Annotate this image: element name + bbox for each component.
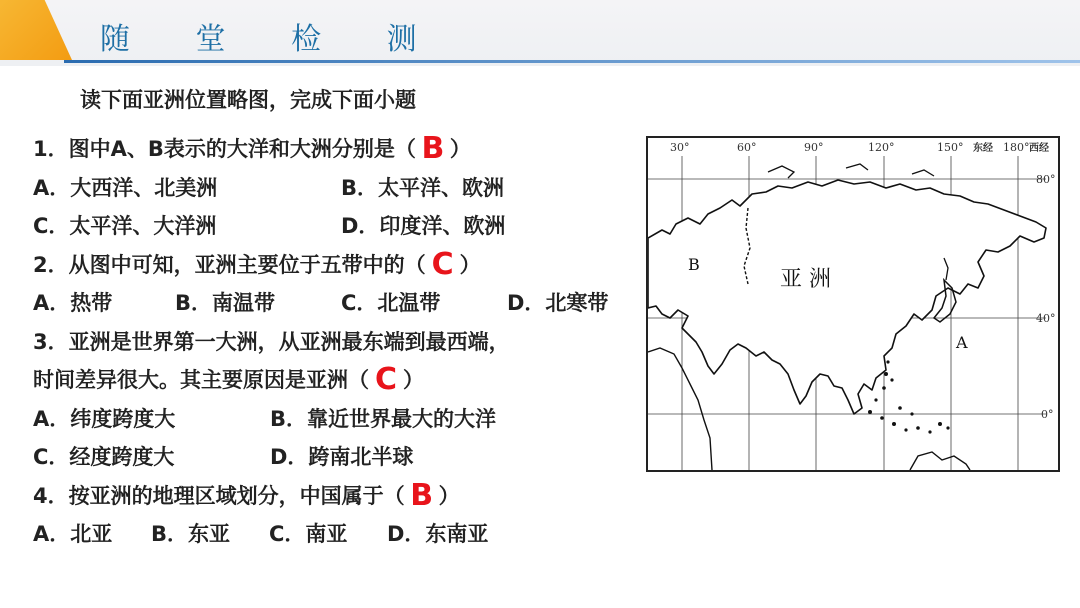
question-4-option-c[interactable]: C．南亚 [269,522,348,546]
question-4-option-d[interactable]: D．东南亚 [387,522,489,546]
question-2-stem [33,246,643,285]
lon-label-120: 120° [868,141,895,154]
question-1-option-c[interactable]: C．太平洋、大洋洲 [33,214,217,238]
lon-label-90: 90° [804,141,824,154]
continent-label-asia: 亚 洲 [780,267,831,292]
question-3-close: ） [403,368,424,392]
map-svg [648,138,1058,470]
question-1-options-row-1 [33,169,643,208]
question-2-option-a[interactable]: A．热带 [33,291,113,315]
question-3-option-c[interactable]: C．经度跨度大 [33,445,175,469]
question-3-answer: C [374,362,398,397]
question-3-text-line-2: 时间差异很大。其主要原因是亚洲（ [33,368,369,392]
lon-label-150: 150° [937,141,964,154]
question-3-stem-line-1 [33,323,643,362]
question-2-close: ） [459,252,481,277]
question-1-option-d[interactable]: D．印度洋、欧洲 [341,214,506,238]
question-2-text: 2．从图中可知，亚洲主要位于五带中的（ [33,252,426,277]
lon-label-60: 60° [737,141,757,154]
question-1-answer: B [421,131,445,166]
question-4-text: 4．按亚洲的地理区域划分，中国属于（ [33,483,405,508]
question-1-close: ） [449,137,471,161]
map-label-b: B [688,255,700,274]
question-2-option-d[interactable]: D．北寒带 [507,291,609,315]
header-bar [0,0,1080,66]
longitude-labels [670,141,1049,154]
question-3-options-row-1 [33,400,643,439]
question-4-close: ） [438,483,460,508]
question-2-option-b[interactable]: B．南温带 [175,291,276,315]
question-2-option-c[interactable]: C．北温带 [341,291,441,315]
question-3-options-row-2 [33,438,643,477]
question-4-option-a[interactable]: A．北亚 [33,522,113,546]
lon-label-east: 东经 [973,143,993,154]
question-1-options-row-2 [33,207,643,246]
question-4-stem [33,477,643,516]
lon-label-west: 西经 [1029,143,1049,154]
australia-coast [910,452,970,470]
page-title: 随 堂 检 测 [100,22,445,57]
question-3-stem-line-2 [33,361,643,400]
header-divider [64,60,1080,63]
question-3-text-line-1: 3．亚洲是世界第一大洲，从亚洲最东端到最西端， [33,329,510,354]
lat-label-0: 0° [1041,408,1054,421]
map-label-a: A [956,333,968,352]
africa-coast [648,348,712,470]
question-list [33,130,643,554]
question-2-options [33,284,643,323]
lon-label-30: 30° [670,141,690,154]
asia-location-map [646,136,1060,472]
question-1-text: 1．图中A、B表示的大洋和大洲分别是（ [33,137,416,161]
eurasia-coastline [648,180,1046,414]
intro-text: 读下面亚洲位置略图，完成下面小题 [80,88,416,112]
question-2-answer: C [431,246,454,282]
header-accent-shape [0,0,72,60]
arctic-islands [768,164,934,178]
question-4-options [33,515,643,554]
question-3-option-a[interactable]: A．纬度跨度大 [33,406,176,431]
question-4-option-b[interactable]: B．东亚 [151,522,231,546]
lat-label-40: 40° [1036,312,1056,325]
question-1-stem [33,130,643,169]
question-3-option-d[interactable]: D．跨南北半球 [270,445,414,469]
lat-label-80: 80° [1036,173,1056,186]
lon-label-180: 180° [1003,141,1030,154]
question-1-option-a[interactable]: A．大西洋、北美洲 [33,175,218,200]
question-1-option-b[interactable]: B．太平洋、欧洲 [341,175,505,200]
latitude-labels [1036,173,1056,421]
question-3-option-b[interactable]: B．靠近世界最大的大洋 [270,406,497,431]
question-4-answer: B [410,477,434,513]
